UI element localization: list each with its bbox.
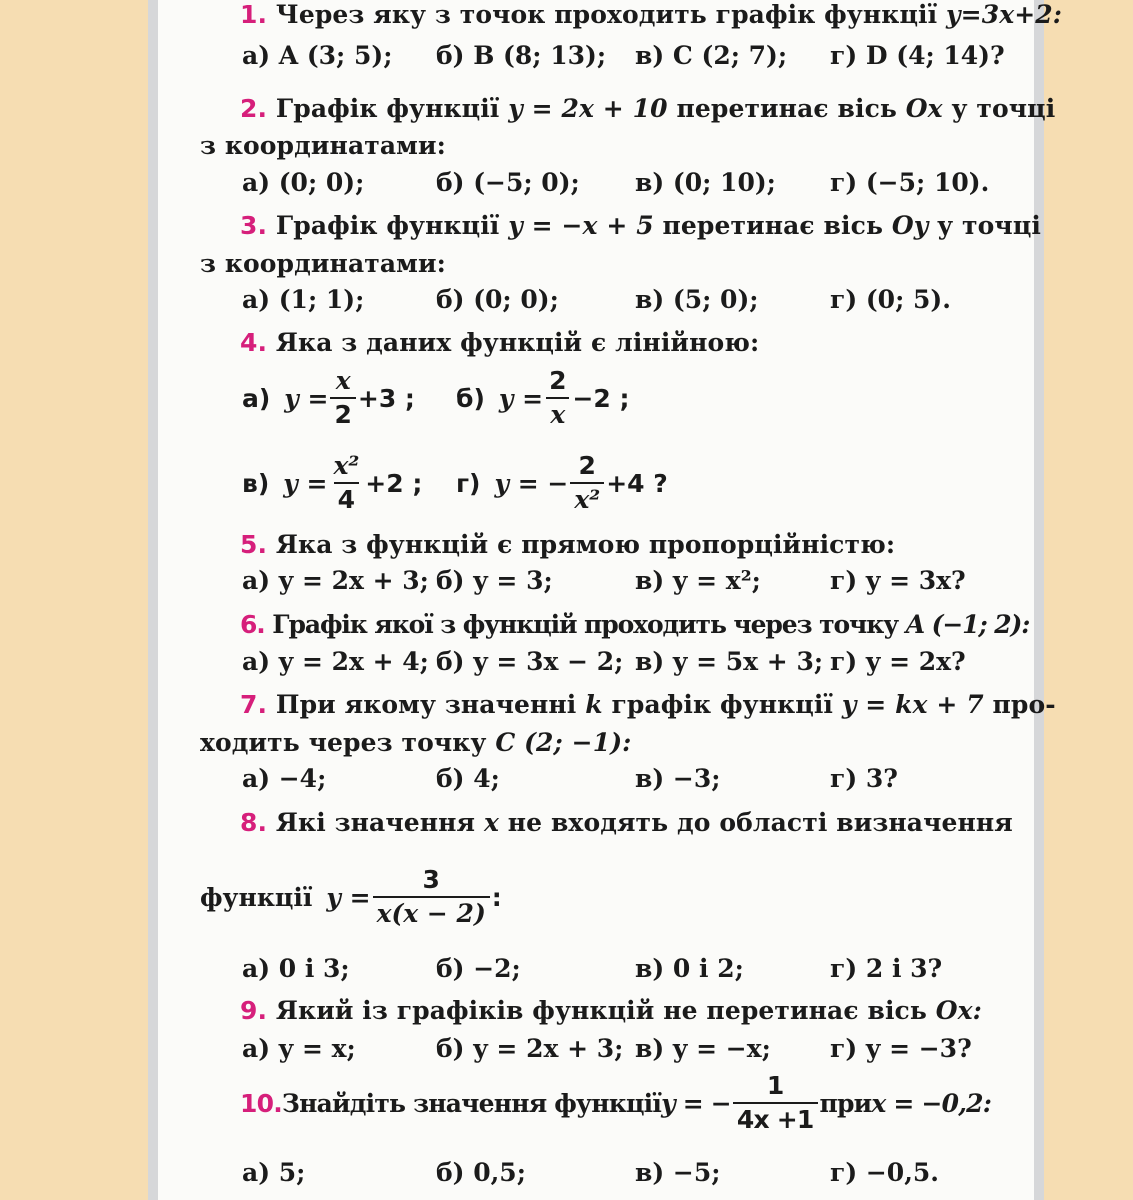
numerator: 2 xyxy=(549,366,567,395)
question-3 xyxy=(240,211,1041,240)
condition: x = −0,2: xyxy=(871,1088,992,1118)
formula-rest: : xyxy=(491,882,502,912)
option-label: б) xyxy=(456,383,485,413)
fraction xyxy=(733,1070,818,1136)
option-d: г) (0; 5). xyxy=(830,285,951,314)
question-2 xyxy=(240,94,1055,123)
question-5 xyxy=(240,530,895,559)
question-1 xyxy=(240,0,1062,29)
denominator: 4x +1 xyxy=(733,1102,818,1136)
question-number: 5. xyxy=(240,530,268,559)
question-number: 2. xyxy=(240,94,268,123)
denominator: x(x − 2) xyxy=(373,896,490,930)
formula-rest: +2 ; xyxy=(365,468,423,498)
option-a xyxy=(242,365,415,431)
numerator: x² xyxy=(333,451,360,480)
option-c: в) y = 5x + 3; xyxy=(635,647,824,676)
numerator: x xyxy=(335,366,351,395)
question-10 xyxy=(240,1070,991,1136)
question-number: 8. xyxy=(240,808,268,837)
question-7-line-2 xyxy=(200,728,631,757)
option-c: в) C (2; 7); xyxy=(635,41,788,70)
point: A (−1; 2): xyxy=(905,610,1030,639)
fraction xyxy=(329,450,363,516)
option-a: а) 5; xyxy=(242,1158,306,1187)
denominator: 4 xyxy=(334,482,359,516)
axis-name: Ox: xyxy=(935,996,982,1025)
formula-lhs: y = xyxy=(326,882,371,912)
question-2-line-2: з координатами: xyxy=(200,131,446,160)
option-d: г) (−5; 10). xyxy=(830,168,990,197)
option-b: б) (0; 0); xyxy=(436,285,559,314)
option-a: а) y = 2x + 3; xyxy=(242,566,429,595)
denominator: 2 xyxy=(330,397,355,431)
formula-lhs: y = xyxy=(498,383,544,413)
option-c: в) (5; 0); xyxy=(635,285,759,314)
option-d: г) 3? xyxy=(830,764,898,793)
option-c: в) −3; xyxy=(635,764,721,793)
axis-name: Ox xyxy=(905,94,943,123)
question-number: 9. xyxy=(240,996,268,1025)
question-number: 7. xyxy=(240,690,268,719)
formula: y = 2x + 10 xyxy=(508,94,668,123)
option-b: б) y = 3x − 2; xyxy=(436,647,624,676)
option-d: г) y = 2x? xyxy=(830,647,966,676)
option-d: г) D (4; 14)? xyxy=(830,41,1005,70)
formula: y = kx + 7 xyxy=(841,690,984,719)
question-text: функції xyxy=(200,882,313,912)
question-6 xyxy=(240,610,1029,639)
option-b: б) −2; xyxy=(436,954,521,983)
fraction xyxy=(373,864,490,930)
formula-lhs: y = xyxy=(283,468,328,498)
question-text: При якому значенні xyxy=(267,690,586,719)
option-d xyxy=(456,450,668,516)
question-text: Яка з даних функцій є лінійною: xyxy=(267,328,760,357)
option-b: б) (−5; 0); xyxy=(436,168,580,197)
variable: x xyxy=(483,808,499,837)
question-number: 6. xyxy=(240,610,265,639)
question-number: 4. xyxy=(240,328,268,357)
numerator: 3 xyxy=(422,865,440,894)
option-d: г) y = −3? xyxy=(830,1034,972,1063)
question-4 xyxy=(240,328,759,357)
option-b xyxy=(456,365,630,431)
option-c xyxy=(242,450,422,516)
question-text: Які значення xyxy=(267,808,484,837)
option-d: г) −0,5. xyxy=(830,1158,939,1187)
question-text: не входять до області визначення xyxy=(498,808,1013,837)
option-c: в) y = x²; xyxy=(635,566,761,595)
question-number: 3. xyxy=(240,211,268,240)
question-text: у точці xyxy=(928,211,1041,240)
question-text: Через яку з точок проходить графік функції xyxy=(267,0,947,29)
option-a: а) (0; 0); xyxy=(242,168,365,197)
question-text: графік функції xyxy=(602,690,842,719)
formula-lhs: y = − xyxy=(494,468,569,498)
option-c: в) 0 і 2; xyxy=(635,954,744,983)
numerator: 2 xyxy=(578,451,596,480)
question-text: перетинає вісь xyxy=(653,211,892,240)
parameter: k xyxy=(585,690,603,719)
textbook-page xyxy=(158,0,1063,1200)
option-a: а) −4; xyxy=(242,764,327,793)
formula: y = −x + 5 xyxy=(508,211,654,240)
question-8 xyxy=(240,808,1013,837)
question-text: про- xyxy=(983,690,1056,719)
formula-rest: +3 ; xyxy=(357,383,415,413)
fraction xyxy=(570,450,604,516)
option-b: б) y = 2x + 3; xyxy=(436,1034,624,1063)
formula-rest: −2 ; xyxy=(572,383,630,413)
option-label: а) xyxy=(242,383,271,413)
option-a: а) 0 і 3; xyxy=(242,954,350,983)
question-text: Графік якої з функцій проходить через точку xyxy=(264,610,906,639)
question-text: Який із графіків функцій не перетинає вісь xyxy=(267,996,936,1025)
question-text: Графік функції xyxy=(267,94,509,123)
denominator: x xyxy=(546,397,569,431)
axis-name: Oy xyxy=(891,211,929,240)
right-page-edge xyxy=(1034,0,1044,1200)
question-text: Знайдіть значення функції xyxy=(281,1088,662,1118)
fraction xyxy=(545,365,570,431)
option-c: в) −5; xyxy=(635,1158,721,1187)
fraction xyxy=(330,365,355,431)
option-c: в) y = −x; xyxy=(635,1034,771,1063)
option-b: б) B (8; 13); xyxy=(436,41,607,70)
option-a: а) y = 2x + 4; xyxy=(242,647,429,676)
option-a: а) y = x; xyxy=(242,1034,356,1063)
test-questions xyxy=(158,0,1063,1200)
option-a: а) A (3; 5); xyxy=(242,41,393,70)
option-b: б) y = 3; xyxy=(436,566,553,595)
question-text: перетинає вісь xyxy=(667,94,906,123)
option-label: в) xyxy=(242,468,270,498)
question-number: 1. xyxy=(240,0,268,29)
question-9 xyxy=(240,996,982,1025)
option-d: г) 2 і 3? xyxy=(830,954,943,983)
option-c: в) (0; 10); xyxy=(635,168,776,197)
formula: y=3x+2: xyxy=(946,0,1063,29)
formula-lhs: y = − xyxy=(661,1088,731,1118)
formula-rest: +4 ? xyxy=(606,468,668,498)
option-b: б) 4; xyxy=(436,764,500,793)
question-text: Яка з функцій є прямою пропорційністю: xyxy=(267,530,896,559)
option-a: а) (1; 1); xyxy=(242,285,365,314)
question-text: ходить через точку xyxy=(200,728,496,757)
question-text: при xyxy=(819,1088,872,1118)
point: C (2; −1): xyxy=(495,728,632,757)
question-text: у точці xyxy=(942,94,1056,123)
numerator: 1 xyxy=(766,1071,784,1100)
question-7 xyxy=(240,690,1056,719)
question-text: Графік функції xyxy=(267,211,509,240)
option-d: г) y = 3x? xyxy=(830,566,966,595)
option-b: б) 0,5; xyxy=(436,1158,526,1187)
option-label: г) xyxy=(456,468,481,498)
formula-lhs: y = xyxy=(284,383,329,413)
left-page-edge xyxy=(148,0,158,1200)
denominator: x² xyxy=(570,482,604,516)
question-8-line-2 xyxy=(200,864,502,930)
question-number: 10. xyxy=(240,1088,282,1118)
question-3-line-2: з координатами: xyxy=(200,249,446,278)
